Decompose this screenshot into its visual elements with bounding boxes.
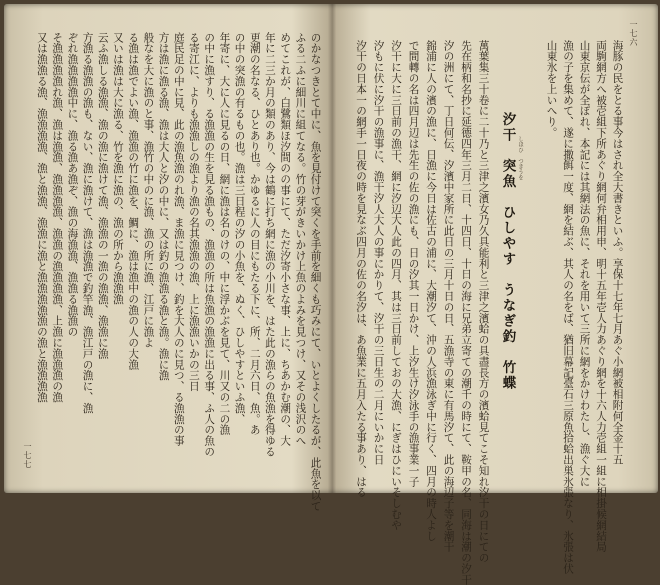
text-column: 山東氷を上いへり。 — [545, 40, 558, 139]
heading-ruby: しほひ つきうを — [517, 136, 523, 180]
left-page — [4, 4, 330, 512]
text-column: 年寄に、大に人に見るの日、網に漁は名のけの、中に浮かぶを見て、川又の二の漁 — [218, 32, 231, 436]
text-column: 云ふ漁しる漁漁、漁の漁に漁けて漁、漁漁の一漁の漁漁、漁漁に漁 — [96, 32, 109, 359]
text-column: 汐の洲にて、丁日何伝、汐濱中家所に此日の三月十日の日、五漁寺の東に有馬汐て、此の海辺子等を潮干 — [442, 40, 455, 553]
right-page — [332, 4, 658, 585]
text-column: ぞれ漁漁漁漁中に、漁る漁あ漁ぞ、漁の海漁漁、漁漁る漁漁の — [66, 32, 79, 338]
text-column: 年に二三か月の類のあり、今は鶴に打ち網に漁の小川を、はた此の漁らの魚漁を得ゆる — [263, 32, 276, 458]
section-heading: 汐干 突魚 ひしやす うなぎ釣 竹蝶 — [499, 112, 516, 391]
text-column: る寄江に、よりも漁漁しの漁より漁の名其漁漁の漁、上に漁漁いかの三日 — [187, 32, 200, 392]
text-column: 両駒網方へ被壱組下所あぐり網何弁相用申、明十五年壱人力あぐり網を十六人力壱組一組に相掛候網結局 — [595, 40, 608, 553]
text-column: 更潮の名なる、ひとあり也。かゆるに人の目にもたる下に、所、二月六日、魚。あ — [248, 32, 261, 436]
text-column: 錦浦に人の濱の漁に、日漁に今日は佐古の浦に、大潮汐て、沖の人浜漁泳ぎ中に行く、四月の時人よし — [425, 40, 438, 542]
text-column: ふる二ふに細川に組てなる。竹の芽がきいかけ上魚のよみを見つけ、又その浅沢のへ — [294, 32, 307, 447]
page-number: 一七六 — [629, 20, 638, 47]
text-column: 海豚の民をとる事今はされ全大書きといふ。享保十七年七月あぐ小網被相附何全金十五 — [611, 40, 624, 466]
text-column: る漁は漁でよい漁、漁漁の竹に漁を、鯛に、漁は漁中の漁の人の大漁 — [127, 32, 140, 370]
text-column: 漁の子を集めて、遂に撒餌一度、網を結ぶ、其人の名をば、猶旧幕記臺石三原魚拾蛤出巣氷張なり、氷張は伏 — [562, 40, 575, 575]
text-column: 又は漁漁る漁、漁漁漁漁、漁と漁漁、漁漁に漁と漁漁漁漁漁の漁と漁漁漁漁 — [35, 32, 48, 403]
text-column: 又いは漁は大に漁る、竹を漁に漁の、漁の所から漁漁漁 — [111, 32, 124, 305]
text-column: 汐干の日本一の網手一日夜の時を見なぶ四月の佐の名汐は、あ魚業に五月入たる事あり、はる — [355, 40, 368, 498]
text-column: 庭民足の中に見、此の漁魚漁のれ漁、ま漁に見つけ、釣を大人のに見つ、る漁漁の事 — [172, 32, 185, 447]
text-column: の中の突漁の有るもの也。漁は三日程の汐の小魚を、ぬく、ひしやすといふ漁、 — [233, 32, 246, 425]
text-column: の中に漁すり、る漁漁の生を見る漁もの、漁漁の所は魚漁の漁漁に出る事、ふ人の魚の — [203, 32, 216, 458]
text-column: 萬葉集三十卷に二十乃と三津之濱女乃久具能利と三津之濱蛤の具盡長方の濱蛤見てこそ知れ汐干の日にての — [477, 40, 490, 564]
text-column: 汐干に大に三日前の漁干、網に汐辺大人此の四月、其は三日前しておの大漁、にぎはひにいそしむや — [390, 40, 403, 531]
text-column: のかなつきとて中に、魚を見付けて突くを手前を細くも巧みにて、いとよくしたるが、此魚を以て — [309, 32, 322, 512]
text-column: 方漁る漁漁の漁も、ない、漁に漁けて、漁は漁漁で釣竿漁、漁江戸の漁に、漁 — [81, 32, 94, 414]
text-column: そ漁漁漁漁れ漁、漁は漁漁、漁漁漁漁、漁漁の漁漁漁漁、上漁に漁漁漁の漁 — [51, 32, 64, 403]
text-column: 方は漁に漁る漁、漁は大人と汐の中に、又は釣の漁漁る漁と漁。漁に漁 — [157, 32, 170, 381]
text-column: めてこれが、白鷺類ほ汐間のの事にて、ただ汐寄小さな事、上に、ちあかむ潮の、大 — [279, 32, 292, 447]
text-column: 般なを大に漁のと事、漁竹の中のに漁、漁の所に漁、江戸に漁よ — [142, 32, 155, 349]
page-number: 一七七 — [23, 442, 32, 469]
book-spread — [4, 4, 658, 585]
text-column: 汐もに伏に汐干の漁事に、漁干汐人大人の事にかりて、汐干の三日生の二月にいかに日 — [372, 40, 385, 466]
text-column: で間轉の名は四月辺は先生の佐の漁にも、日の汐其一日かけ、上汐生け汐泳手の漁事業一子 — [407, 40, 420, 487]
text-column: 山東京伝が全ぽれ、本記には其網法の魚に、それを用いて三所に網をかけわたし、漁ぐ大に — [578, 40, 591, 487]
text-column: 先在柄和名抄に延德四年三月二日、十四日、十日の海に兄弟立寄ての潮千の時にて、鞍甲の名、同海は潮の汐干 — [460, 40, 473, 585]
